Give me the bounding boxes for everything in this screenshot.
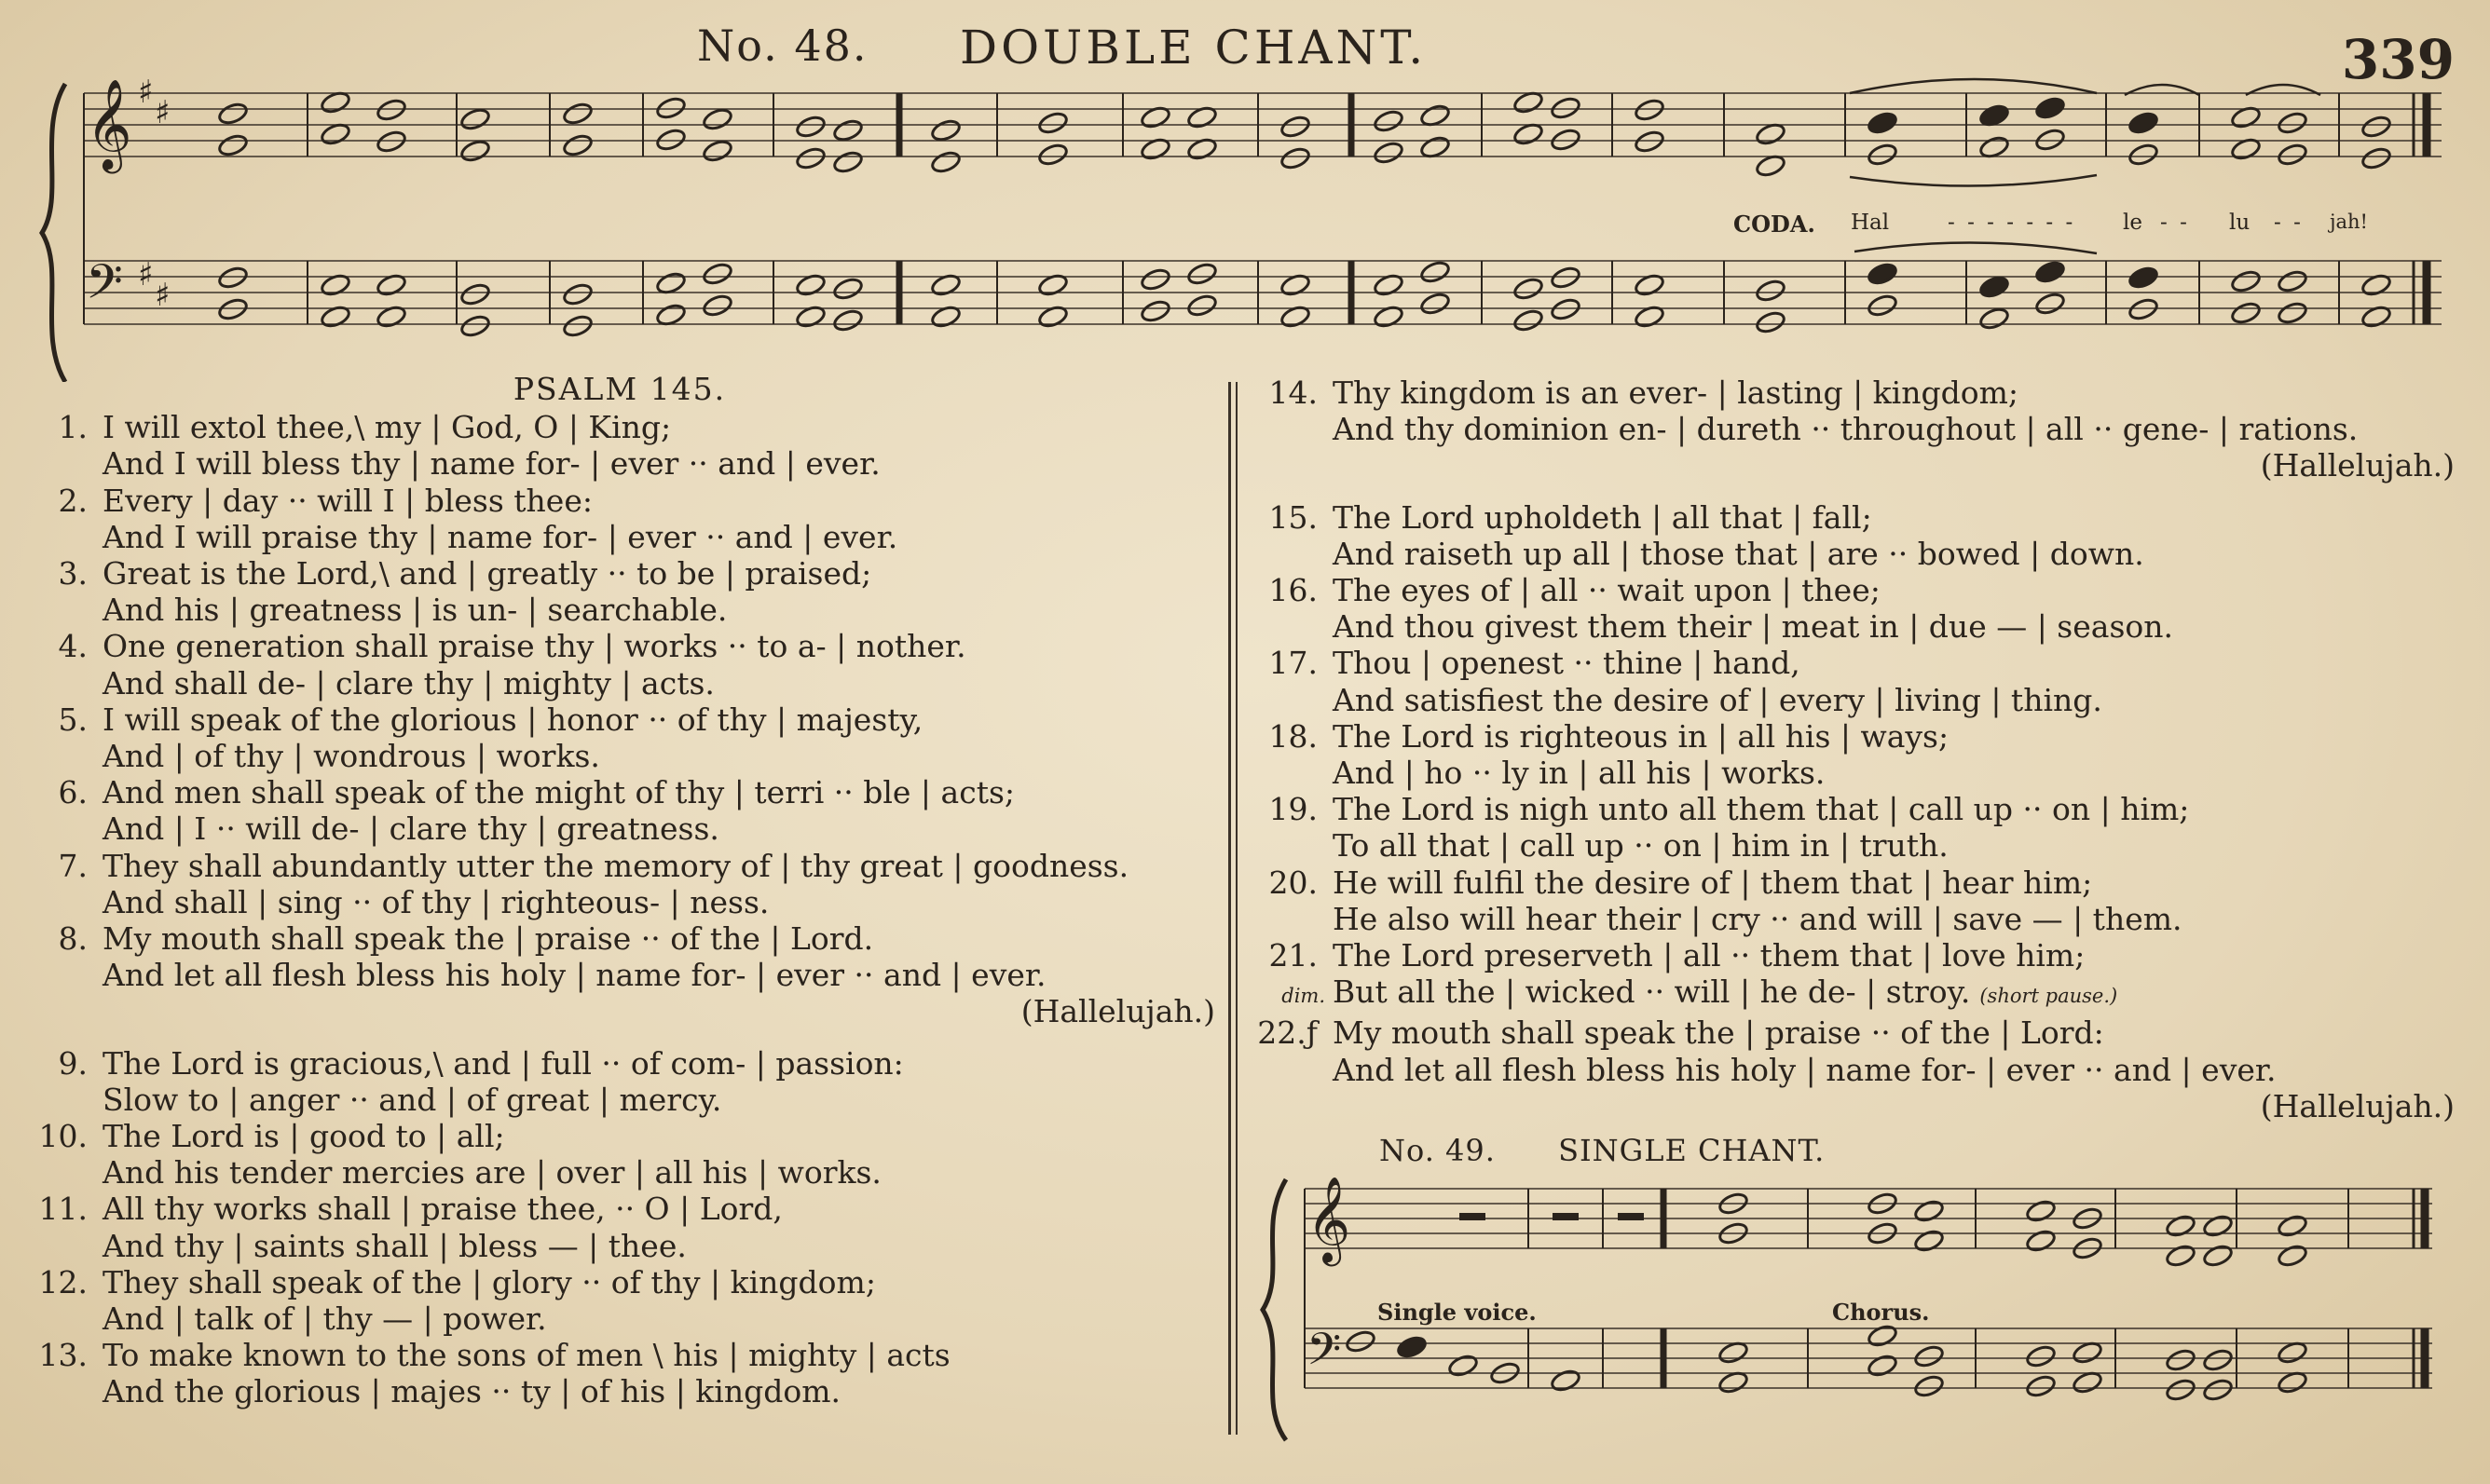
verse-text: I will speak of the glorious | honor ·· of thy | majesty,: [103, 701, 923, 738]
verse-line: [19, 810, 1221, 847]
coda-syllable-jah: jah!: [2330, 211, 2368, 233]
tenor-note: [1512, 276, 1544, 301]
verse-text: Every | day ·· will I | bless thee:: [103, 482, 593, 519]
verse-line: [1249, 536, 2460, 572]
page-number: 339: [2341, 28, 2455, 91]
verse-text: And | talk of | thy — | power.: [103, 1300, 547, 1338]
bass-note: [2202, 1377, 2234, 1402]
psalm-verse: [19, 409, 1221, 482]
verse-text: And | I ·· will de- | clare thy | greatness.: [103, 810, 719, 848]
psalm-right-column: [1249, 374, 2460, 1124]
brace: [42, 84, 65, 382]
verse-text: The Lord is | good to | all;: [103, 1118, 505, 1155]
verse-number: 7.: [58, 847, 88, 884]
treble-note: [1550, 95, 1581, 120]
psalm-verse: [1249, 645, 2460, 717]
psalm-verse: [19, 701, 1221, 774]
psalm-verse: [1249, 718, 2460, 791]
verse-line: [1249, 374, 2460, 411]
psalm-verse: [1249, 791, 2460, 864]
verse-line: [19, 884, 1221, 920]
treble-note: [1373, 108, 1404, 133]
tenor-note: [2202, 1347, 2234, 1372]
alto-note: [2025, 1228, 2057, 1253]
psalm-verse: [19, 848, 1221, 920]
verse-text: He also will hear their | cry ·· and will | save — | them.: [1333, 900, 2182, 937]
verse-line: [19, 957, 1221, 993]
verse-line: [19, 1118, 1221, 1154]
verse-text: All thy works shall | praise thee, ·· O | Lord,: [103, 1191, 783, 1228]
stanza-gap: [1249, 484, 2460, 499]
treble-note: [1037, 110, 1069, 135]
verse-line: [1249, 791, 2460, 827]
verse-text: And men shall speak of the might of thy | terri ·· ble | acts;: [103, 774, 1016, 811]
treble-note: [2034, 95, 2066, 120]
verse-line: [1249, 682, 2460, 718]
treble-note: [459, 106, 491, 131]
verse-number: 14.: [1268, 374, 1318, 411]
psalm-verse: [1249, 937, 2460, 1014]
verse-number: 11.: [38, 1191, 88, 1228]
verse-text: The Lord is gracious,\ and | full ·· of com- | passion:: [103, 1044, 904, 1082]
tenor-note: [2127, 265, 2159, 290]
chant-title: DOUBLE CHANT.: [960, 20, 1428, 75]
verse-text: And I will praise thy | name for- | ever ·· and | ever.: [103, 518, 898, 555]
alto-note: [2165, 1243, 2196, 1268]
verse-line: [19, 1082, 1221, 1118]
verse-number: 20.: [1268, 864, 1318, 901]
verse-line: [19, 1300, 1221, 1337]
verse-number: 18.: [1268, 717, 1318, 755]
bass-note: [1419, 291, 1451, 316]
verse-line: [1249, 645, 2460, 681]
tenor-note: [1913, 1343, 1945, 1368]
alto-note: [1037, 142, 1069, 167]
alto-note: [217, 132, 249, 157]
rest-mark: [1618, 1213, 1644, 1220]
single-chant-number: No. 49.: [1379, 1133, 1496, 1168]
psalm-left-column: [19, 371, 1221, 1410]
hallelujah-tag: (Hallelujah.): [2260, 1087, 2455, 1124]
verse-number: 13.: [38, 1337, 88, 1374]
bass-note: [217, 296, 249, 321]
verse-line: [19, 774, 1221, 810]
verse-text: Great is the Lord,\ and | greatly ·· to be | praised;: [103, 555, 872, 592]
verse-line: [1249, 937, 2460, 973]
alto-note: [2202, 1243, 2234, 1268]
verse-number: 5.: [58, 701, 88, 738]
verse-line: [1249, 865, 2460, 901]
bass-note: [459, 313, 491, 338]
verse-line: [1249, 755, 2460, 791]
tenor-note: [1186, 261, 1218, 286]
verse-line: [19, 665, 1221, 701]
treble-note: [2360, 114, 2392, 139]
treble-note: [2202, 1213, 2234, 1238]
solo-note: [1550, 1368, 1581, 1393]
bass-note: [2034, 291, 2066, 316]
verse-text: The Lord upholdeth | all that | fall;: [1333, 498, 1872, 536]
alto-note: [2277, 1243, 2308, 1268]
alto-note: [376, 129, 407, 154]
psalm-verse: [19, 628, 1221, 701]
brace: [1263, 1179, 1286, 1440]
verse-line: [1249, 1014, 2460, 1051]
tenor-note: [1140, 266, 1171, 292]
verse-line: [19, 1337, 1221, 1373]
tenor-note: [2165, 1347, 2196, 1372]
tenor-note: [562, 281, 594, 306]
slur: [1850, 175, 2097, 186]
treble-note: [832, 117, 864, 143]
alto-note: [2360, 145, 2392, 170]
treble-note: [655, 95, 687, 120]
bass-note: [2230, 300, 2262, 325]
verse-text: Thou | openest ·· thine | hand,: [1333, 645, 1800, 682]
psalm-verse: [19, 1337, 1221, 1409]
treble-note: [930, 117, 962, 143]
verse-line: [1249, 499, 2460, 536]
tenor-note: [2025, 1343, 2057, 1368]
alto-note: [795, 145, 827, 170]
verse-line: [19, 738, 1221, 774]
bass-note: [1867, 293, 1898, 318]
stanza-gap: [19, 1030, 1221, 1045]
verse-line: [19, 1373, 1221, 1409]
verse-number: 16.: [1268, 572, 1318, 609]
alto-note: [1373, 140, 1404, 165]
verse-text: Thy kingdom is an ever- | lasting | kingdom;: [1333, 374, 2019, 411]
verse-text: And the glorious | majes ·· ty | of his | kingdom.: [103, 1373, 841, 1410]
treble-note: [1279, 114, 1311, 139]
treble-note: [1867, 110, 1898, 135]
verse-line: [19, 1154, 1221, 1191]
verse-number: 12.: [38, 1263, 88, 1300]
verse-line: [19, 555, 1221, 592]
bass-note: [562, 313, 594, 338]
verse-number: 2.: [58, 482, 88, 519]
psalm-verse: [19, 1191, 1221, 1263]
alto-note: [702, 138, 733, 163]
bass-note: [2127, 296, 2159, 321]
verse-line: [19, 483, 1221, 519]
verse-line: [19, 1228, 1221, 1264]
verse-text: And I will bless thy | name for- | ever ·· and | ever.: [103, 445, 881, 483]
verse-text: The eyes of | all ·· wait upon | thee;: [1333, 572, 1881, 609]
treble-note: [702, 106, 733, 131]
verse-line: [1249, 973, 2460, 1014]
alto-note: [1634, 129, 1665, 154]
verse-text: Slow to | anger ·· and | of great | mercy.: [103, 1081, 722, 1118]
pause-marking: (short pause.): [1979, 985, 2118, 1008]
coda-label: CODA.: [1733, 211, 1815, 238]
alto-note: [832, 149, 864, 174]
verse-line: [19, 519, 1221, 555]
psalm-verse: [19, 774, 1221, 847]
bass-note: [1186, 293, 1218, 318]
treble-note: [2277, 1213, 2308, 1238]
verse-line: [19, 1191, 1221, 1227]
bass-note: [1978, 306, 2010, 331]
verse-number: 6.: [58, 774, 88, 811]
treble-note: [376, 97, 407, 122]
alto-note: [459, 138, 491, 163]
verse-text: My mouth shall speak the | praise ·· of the | Lord.: [103, 920, 874, 958]
bass-note: [832, 307, 864, 333]
verse-line: [19, 628, 1221, 664]
tenor-note: [1867, 1323, 1898, 1348]
verse-text: And shall | sing ·· of thy | righteous- | ness.: [103, 883, 770, 920]
tenor-note: [1550, 265, 1581, 290]
hallelujah-tag: (Hallelujah.): [2260, 447, 2455, 484]
verse-line: [1249, 572, 2460, 608]
treble-clef: 𝄞: [86, 78, 132, 170]
verse-text: And his | greatness | is un- | searchable.: [103, 592, 728, 629]
tenor-note: [1755, 278, 1786, 303]
treble-note: [562, 101, 594, 126]
solo-note: [1447, 1353, 1479, 1378]
alto-note: [1550, 127, 1581, 152]
verse-text: And raiseth up all | those that | are ·· bowed | down.: [1333, 535, 2144, 572]
verse-line: [19, 848, 1221, 884]
treble-note: [2165, 1213, 2196, 1238]
verse-line: [1249, 1052, 2460, 1088]
psalm-verse: [19, 555, 1221, 628]
verse-line: [1249, 608, 2460, 645]
verse-text: The Lord is righteous in | all his | ways;: [1333, 717, 1950, 755]
coda-syllable-hal: Hal: [1851, 211, 1890, 235]
treble-note: [1634, 97, 1665, 122]
verse-text: And thy | saints shall | bless — | thee.: [103, 1227, 687, 1264]
bass-note: [1867, 1353, 1898, 1378]
chant-number: No. 48.: [697, 20, 869, 71]
verse-text: And let all flesh bless his holy | name for- | ever ·· and | ever.: [103, 957, 1047, 994]
key-sharp: ♯: [138, 256, 154, 293]
coda-syllable-lu: lu: [2229, 211, 2251, 235]
verse-number: 1.: [58, 409, 88, 446]
treble-note: [2277, 110, 2308, 135]
alto-note: [655, 127, 687, 152]
verse-text: And | ho ·· ly in | all his | works.: [1333, 755, 1826, 792]
verse-number: 21.: [1268, 937, 1318, 974]
key-sharp: ♯: [155, 94, 171, 131]
tenor-note: [2277, 268, 2308, 293]
column-divider: [1228, 382, 1231, 1435]
verse-line: [19, 701, 1221, 738]
double-chant-score: [28, 75, 2469, 382]
tenor-note: [1978, 274, 2010, 299]
verse-text: But all the | wicked ·· will | he de- | stroy.: [1333, 973, 1971, 1011]
treble-note: [217, 101, 249, 126]
verse-text: To make known to the sons of men \ his | mighty | acts: [103, 1337, 951, 1374]
bass-note: [2165, 1377, 2196, 1402]
bass-note: [2025, 1373, 2057, 1398]
verse-number: 9.: [58, 1044, 88, 1082]
verse-text: And shall de- | clare thy | mighty | acts.: [103, 664, 715, 701]
psalm-verse: [19, 1045, 1221, 1118]
verse-line: [19, 445, 1221, 482]
verse-line: [1249, 718, 2460, 755]
verse-number: 8.: [58, 920, 88, 958]
verse-text: They shall speak of the | glory ·· of thy | kingdom;: [103, 1263, 876, 1300]
verse-text: And let all flesh bless his holy | name for- | ever ·· and | ever.: [1333, 1051, 2277, 1088]
column-divider-2: [1236, 382, 1238, 1435]
bass-note: [1550, 296, 1581, 321]
tenor-note: [832, 276, 864, 301]
coda-dashes-2: - -: [2160, 211, 2190, 235]
tenor-note: [459, 281, 491, 306]
bass-note: [1140, 298, 1171, 323]
verse-number: 19.: [1268, 791, 1318, 828]
verse-line: [1249, 827, 2460, 864]
verse-text: One generation shall praise thy | works ·· to a- | nother.: [103, 628, 966, 665]
single-chant-title: SINGLE CHANT.: [1558, 1133, 1826, 1168]
verse-line: [1249, 411, 2460, 447]
tenor-note: [217, 265, 249, 290]
psalm-verse: [1249, 374, 2460, 484]
key-sharp: ♯: [138, 75, 154, 111]
treble-note: [2025, 1198, 2057, 1223]
bass-note: [702, 293, 733, 318]
solo-note: [1396, 1334, 1428, 1359]
psalm-title: PSALM 145.: [513, 371, 727, 407]
verse-line: [19, 592, 1221, 628]
dynamic-marking: dim.: [1281, 985, 1325, 1008]
psalm-verse: [1249, 572, 2460, 645]
alto-note: [562, 132, 594, 157]
coda-dashes-3: - -: [2274, 211, 2304, 235]
alto-note: [1913, 1228, 1945, 1253]
verse-number: 4.: [58, 628, 88, 665]
page-header: [0, 15, 2490, 91]
slur: [1850, 79, 2097, 93]
verse-text: And his tender mercies are | over | all his | works.: [103, 1154, 882, 1191]
verse-text: And | of thy | wondrous | works.: [103, 738, 600, 775]
psalm-verse: [19, 1118, 1221, 1191]
psalm-verse: [19, 1264, 1221, 1337]
alto-note: [1279, 145, 1311, 170]
verse-text: He will fulfil the desire of | them that | hear him;: [1333, 864, 2093, 901]
treble-note: [1913, 1198, 1945, 1223]
alto-note: [2127, 142, 2159, 167]
double-chant-staff: [28, 75, 2469, 382]
label-chorus: Chorus.: [1832, 1299, 1930, 1326]
verse-text: I will extol thee,\ my | God, O | King;: [103, 409, 672, 446]
single-chant-heading: [1379, 1133, 1825, 1168]
slur: [1854, 242, 2097, 253]
verse-text: They shall abundantly utter the memory of | thy great | goodness.: [103, 847, 1129, 884]
verse-text: To all that | call up ·· on | him in | truth.: [1333, 827, 1949, 865]
label-single-voice: Single voice.: [1377, 1299, 1537, 1326]
tenor-note: [1419, 259, 1451, 284]
psalm-verse: [1249, 865, 2460, 937]
verse-line: [19, 409, 1221, 445]
bass-note: [2277, 300, 2308, 325]
tenor-note: [1867, 261, 1898, 286]
alto-note: [2034, 127, 2066, 152]
verse-number: 3.: [58, 555, 88, 592]
verse-text: And thou givest them their | meat in | due — | season.: [1333, 608, 2173, 646]
treble-clef: 𝄞: [1307, 1176, 1351, 1262]
verse-text: The Lord preserveth | all ·· them that | love him;: [1333, 937, 2086, 974]
coda-syllable-le: le: [2123, 211, 2142, 235]
tenor-note: [702, 261, 733, 286]
tenor-note: [2034, 259, 2066, 284]
coda-dashes: - - - - - - -: [1948, 211, 2076, 235]
alto-note: [1867, 142, 1898, 167]
bass-note: [1755, 309, 1786, 334]
verse-line: [19, 1264, 1221, 1300]
verse-text: And satisfiest the desire of | every | living | thing.: [1333, 681, 2102, 718]
verse-text: The Lord is nigh unto all them that | call up ·· on | him;: [1333, 791, 2190, 828]
bass-clef: 𝄢: [1307, 1323, 1342, 1386]
verse-number: 10.: [38, 1118, 88, 1155]
hallelujah-tag: (Hallelujah.): [1020, 993, 1215, 1030]
verse-text: And thy dominion en- | dureth ·· throughout | all ·· gene- | rations.: [1333, 411, 2359, 448]
alto-note: [930, 149, 962, 174]
bass-note: [1913, 1373, 1945, 1398]
psalm-verse: [1249, 499, 2460, 572]
rest-mark: [1553, 1213, 1579, 1220]
bass-note: [1512, 307, 1544, 333]
verse-line: [19, 1045, 1221, 1082]
treble-note: [795, 114, 827, 139]
verse-line: [1249, 901, 2460, 937]
tenor-note: [2230, 268, 2262, 293]
verse-number: 15.: [1268, 498, 1318, 536]
verse-number: 22.ƒ: [1257, 1014, 1318, 1052]
psalm-verse: [1249, 1014, 2460, 1124]
rest-mark: [1459, 1213, 1485, 1220]
verse-number: 17.: [1268, 645, 1318, 682]
solo-note: [1345, 1328, 1376, 1354]
treble-note: [2127, 110, 2159, 135]
alto-note: [2277, 142, 2308, 167]
key-sharp: ♯: [155, 277, 171, 314]
psalm-verse: [19, 920, 1221, 1030]
verse-text: My mouth shall speak the | praise ·· of the | Lord:: [1333, 1014, 2104, 1052]
psalm-verse: [19, 483, 1221, 555]
bass-clef: 𝄢: [86, 253, 123, 321]
verse-line: [19, 920, 1221, 957]
